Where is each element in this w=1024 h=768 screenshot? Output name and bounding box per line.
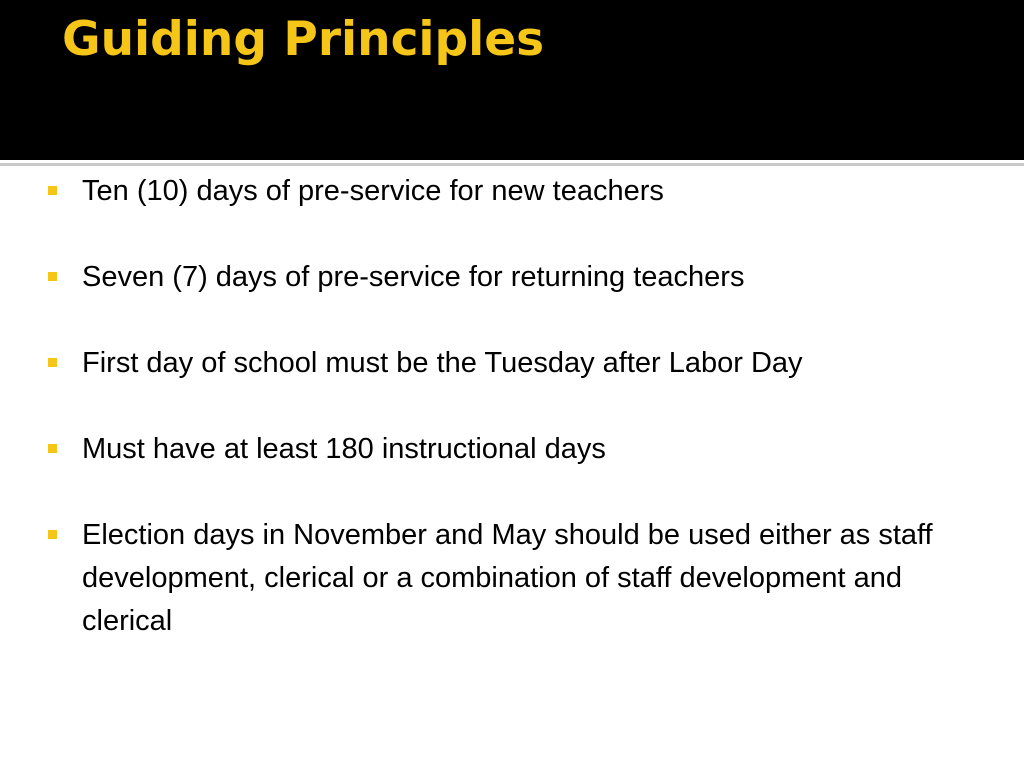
square-bullet-icon — [48, 186, 57, 195]
bullet-list — [46, 170, 966, 686]
bullet-item-returning-teachers — [46, 256, 966, 299]
bullet-item-first-day — [46, 342, 966, 385]
slide-title: Guiding Principles — [62, 12, 545, 67]
bullet-text: Ten (10) days of pre-service for new teachers — [82, 175, 664, 207]
bullet-text: Seven (7) days of pre-service for returning teachers — [82, 261, 745, 293]
bullet-text: First day of school must be the Tuesday after Labor Day — [82, 347, 803, 379]
bullet-item-new-teachers — [46, 170, 966, 213]
square-bullet-icon — [48, 444, 57, 453]
title-divider — [0, 163, 1024, 166]
bullet-item-election-days — [46, 514, 966, 643]
bullet-text: Must have at least 180 instructional days — [82, 433, 606, 465]
bullet-item-instructional-days — [46, 428, 966, 471]
bullet-text: Election days in November and May should be used either as staff development, clerical or a combination of staff development and clerical — [82, 519, 933, 637]
square-bullet-icon — [48, 358, 57, 367]
square-bullet-icon — [48, 530, 57, 539]
title-bar — [0, 0, 1024, 160]
square-bullet-icon — [48, 272, 57, 281]
